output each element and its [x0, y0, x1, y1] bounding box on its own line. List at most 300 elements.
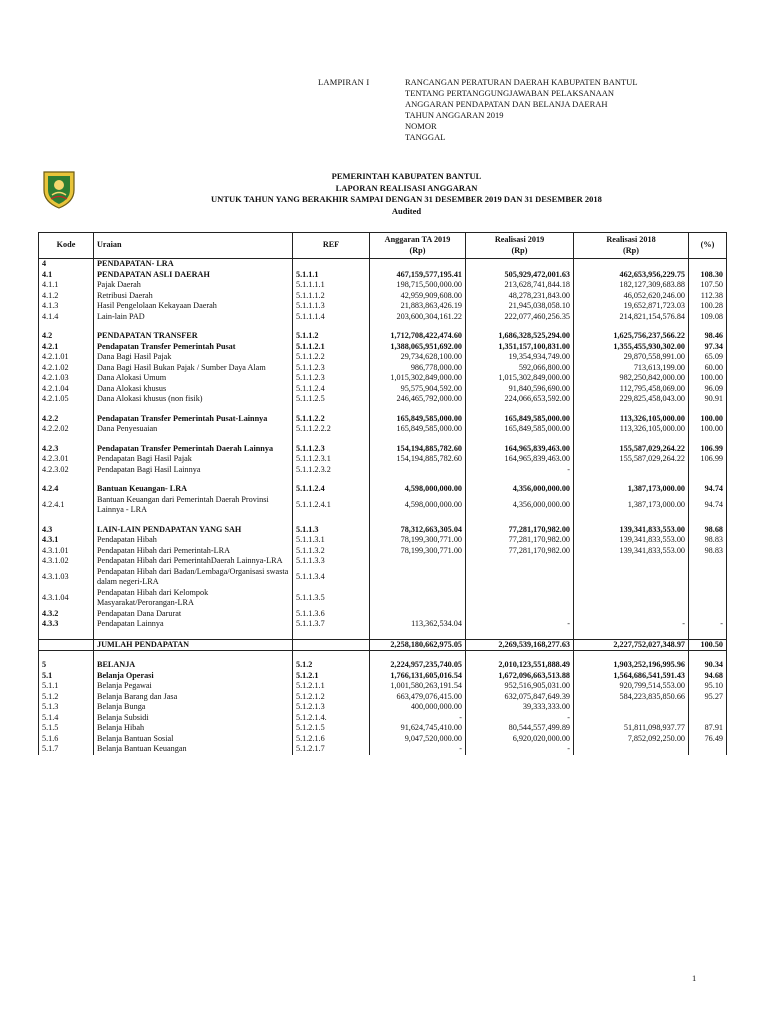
cell-anggaran: 400,000,000.00	[370, 702, 466, 713]
table-row	[39, 639, 727, 651]
col-uraian	[94, 233, 293, 259]
cell-realisasi-2018: 51,811,098,937.77	[574, 723, 689, 734]
cell-uraian: PENDAPATAN TRANSFER	[94, 331, 293, 342]
cell-kode: 4.2.4.1	[39, 495, 94, 516]
cell-realisasi-2018: 982,250,842,000.00	[574, 373, 689, 384]
cell-kode: 4.3.3	[39, 619, 94, 630]
cell-realisasi-2019: -	[466, 713, 574, 724]
cell-kode	[39, 516, 94, 525]
cell-ref: 5.1.1.3.2	[293, 546, 370, 557]
cell-uraian: Pendapatan Hibah	[94, 535, 293, 546]
cell-realisasi-2019: 952,516,905,031.00	[466, 681, 574, 692]
cell-anggaran: 154,194,885,782.60	[370, 444, 466, 455]
table-row	[39, 444, 727, 455]
regulation-line: TAHUN ANGGARAN 2019	[405, 110, 504, 120]
cell-percent: 94.74	[689, 495, 727, 516]
cell-kode: 4.3.1.02	[39, 556, 94, 567]
cell-percent	[689, 588, 727, 609]
cell-percent: 100.00	[689, 414, 727, 425]
table-row	[39, 723, 727, 734]
cell-anggaran: 663,479,076,415.00	[370, 692, 466, 703]
table-row	[39, 660, 727, 671]
cell-kode: 5.1.7	[39, 744, 94, 755]
table-row	[39, 280, 727, 291]
cell-realisasi-2018: 113,326,105,000.00	[574, 414, 689, 425]
cell-percent: 90.91	[689, 394, 727, 405]
table-row	[39, 651, 727, 661]
cell-kode: 4.2.3	[39, 444, 94, 455]
cell-percent: 97.34	[689, 342, 727, 353]
cell-kode: 4.2.1	[39, 342, 94, 353]
cell-uraian: Lain-lain PAD	[94, 312, 293, 323]
cell-kode: 4.1.2	[39, 291, 94, 302]
table-row	[39, 414, 727, 425]
cell-ref: 5.1.1.3.3	[293, 556, 370, 567]
regulation-block	[405, 77, 638, 143]
table-row	[39, 495, 727, 516]
cell-realisasi-2018	[574, 556, 689, 567]
cell-realisasi-2018	[574, 630, 689, 640]
cell-percent: 95.10	[689, 681, 727, 692]
cell-anggaran	[370, 588, 466, 609]
table-row	[39, 352, 727, 363]
table-row	[39, 291, 727, 302]
cell-anggaran: 246,465,792,000.00	[370, 394, 466, 405]
cell-anggaran: 1,712,708,422,474.60	[370, 331, 466, 342]
table-row	[39, 744, 727, 755]
table-row	[39, 681, 727, 692]
cell-kode: 4.3.1	[39, 535, 94, 546]
cell-realisasi-2019: 1,686,328,525,294.00	[466, 331, 574, 342]
lampiran-label: LAMPIRAN I	[318, 77, 370, 87]
cell-percent: 87.91	[689, 723, 727, 734]
table-row	[39, 384, 727, 395]
cell-realisasi-2019: 1,015,302,849,000.00	[466, 373, 574, 384]
cell-realisasi-2018	[574, 702, 689, 713]
cell-realisasi-2018: 214,821,154,576.84	[574, 312, 689, 323]
cell-realisasi-2018	[574, 465, 689, 476]
cell-uraian: Dana Bagi Hasil Pajak	[94, 352, 293, 363]
cell-ref: 5.1.1.2.2	[293, 352, 370, 363]
cell-anggaran: 1,001,580,263,191.54	[370, 681, 466, 692]
cell-realisasi-2019	[466, 609, 574, 620]
cell-ref: 5.1.1.3.4	[293, 567, 370, 588]
cell-uraian: Belanja Bunga	[94, 702, 293, 713]
cell-kode: 4.1.1	[39, 280, 94, 291]
table-row	[39, 702, 727, 713]
cell-realisasi-2019	[466, 588, 574, 609]
cell-uraian: Belanja Pegawai	[94, 681, 293, 692]
cell-ref: 5.1.2.1.4.	[293, 713, 370, 724]
table-row	[39, 465, 727, 476]
cell-kode: 4.2.1.03	[39, 373, 94, 384]
table-row	[39, 734, 727, 745]
cell-percent: 65.09	[689, 352, 727, 363]
cell-ref: 5.1.2	[293, 660, 370, 671]
cell-uraian: Dana Alokasi Umum	[94, 373, 293, 384]
cell-ref: 5.1.1.2.3.2	[293, 465, 370, 476]
cell-ref: 5.1.2.1.2	[293, 692, 370, 703]
cell-percent	[689, 567, 727, 588]
cell-uraian: Pendapatan Hibah dari Kelompok Masyarakat/Perorangan-LRA	[94, 588, 293, 609]
cell-realisasi-2019: 91,840,596,690.00	[466, 384, 574, 395]
cell-ref: 5.1.2.1.7	[293, 744, 370, 755]
cell-anggaran: 165,849,585,000.00	[370, 414, 466, 425]
table-row	[39, 692, 727, 703]
cell-anggaran	[370, 405, 466, 414]
cell-kode: 4.2	[39, 331, 94, 342]
table-row	[39, 424, 727, 435]
cell-anggaran: 203,600,304,161.22	[370, 312, 466, 323]
cell-ref: 5.1.2.1.1	[293, 681, 370, 692]
cell-anggaran: 165,849,585,000.00	[370, 424, 466, 435]
cell-anggaran: -	[370, 713, 466, 724]
col-ref: REF	[293, 233, 370, 259]
cell-realisasi-2019: 1,672,096,663,513.88	[466, 671, 574, 682]
cell-realisasi-2018: 920,799,514,553.00	[574, 681, 689, 692]
cell-anggaran: 2,258,180,662,975.05	[370, 639, 466, 651]
cell-percent: 107.50	[689, 280, 727, 291]
cell-realisasi-2018	[574, 259, 689, 270]
regulation-line: NOMOR	[405, 121, 437, 131]
cell-uraian	[94, 475, 293, 484]
table-row	[39, 630, 727, 640]
cell-percent: 76.49	[689, 734, 727, 745]
col-realisasi-2019-label: Realisasi 2019	[494, 235, 545, 244]
cell-percent	[689, 556, 727, 567]
table-row	[39, 394, 727, 405]
cell-ref	[293, 435, 370, 444]
cell-realisasi-2019: 39,333,333.00	[466, 702, 574, 713]
cell-uraian	[94, 630, 293, 640]
cell-kode: 4.2.2.02	[39, 424, 94, 435]
cell-uraian: Pendapatan Transfer Pemerintah Pusat	[94, 342, 293, 353]
cell-realisasi-2018	[574, 475, 689, 484]
cell-realisasi-2018: 584,223,835,850.66	[574, 692, 689, 703]
cell-uraian: Pendapatan Lainnya	[94, 619, 293, 630]
cell-uraian: Retribusi Daerah	[94, 291, 293, 302]
cell-realisasi-2018: 46,052,620,246.00	[574, 291, 689, 302]
cell-realisasi-2019: 77,281,170,982.00	[466, 525, 574, 536]
cell-anggaran	[370, 475, 466, 484]
cell-realisasi-2018: 7,852,092,250.00	[574, 734, 689, 745]
cell-uraian	[94, 435, 293, 444]
heading-audited: Audited	[391, 205, 422, 216]
cell-ref: 5.1.1.2.3	[293, 444, 370, 455]
cell-anggaran	[370, 609, 466, 620]
cell-uraian: Dana Alokasi khusus (non fisik)	[94, 394, 293, 405]
cell-realisasi-2018: 713,613,199.00	[574, 363, 689, 374]
cell-anggaran: 113,362,534.04	[370, 619, 466, 630]
cell-anggaran: 198,715,500,000.00	[370, 280, 466, 291]
cell-anggaran: 78,199,300,771.00	[370, 535, 466, 546]
cell-realisasi-2019: 4,356,000,000.00	[466, 484, 574, 495]
cell-ref: 5.1.2.1.3	[293, 702, 370, 713]
cell-ref: 5.1.2.1.5	[293, 723, 370, 734]
cell-uraian: Dana Bagi Hasil Bukan Pajak / Sumber Daya Alam	[94, 363, 293, 374]
cell-ref: 5.1.1.2	[293, 331, 370, 342]
table-row	[39, 588, 727, 609]
cell-realisasi-2019: -	[466, 465, 574, 476]
cell-realisasi-2018	[574, 405, 689, 414]
cell-kode	[39, 435, 94, 444]
cell-realisasi-2019: 1,351,157,100,831.00	[466, 342, 574, 353]
cell-percent: 95.27	[689, 692, 727, 703]
cell-anggaran: 91,624,745,410.00	[370, 723, 466, 734]
cell-kode: 5.1.4	[39, 713, 94, 724]
cell-percent: 100.50	[689, 639, 727, 651]
cell-ref: 5.1.1.2.2.2	[293, 424, 370, 435]
table-row	[39, 619, 727, 630]
cell-anggaran	[370, 567, 466, 588]
cell-kode: 4.1.3	[39, 301, 94, 312]
cell-uraian: Bantuan Keuangan dari Pemerintah Daerah Provinsi Lainnya - LRA	[94, 495, 293, 516]
col-anggaran-label: Anggaran TA 2019	[384, 235, 451, 244]
cell-ref	[293, 259, 370, 270]
cell-realisasi-2019	[466, 405, 574, 414]
cell-anggaran: 467,159,577,195.41	[370, 270, 466, 281]
cell-ref: 5.1.1.2.3.1	[293, 454, 370, 465]
cell-percent	[689, 405, 727, 414]
cell-percent: 112.38	[689, 291, 727, 302]
cell-uraian: Belanja Subsidi	[94, 713, 293, 724]
cell-percent: 98.83	[689, 546, 727, 557]
cell-uraian: Bantuan Keuangan- LRA	[94, 484, 293, 495]
cell-kode: 4.2.2	[39, 414, 94, 425]
table-row	[39, 322, 727, 331]
cell-percent: 98.83	[689, 535, 727, 546]
cell-realisasi-2018: 19,652,871,723.03	[574, 301, 689, 312]
cell-ref	[293, 630, 370, 640]
cell-uraian: Pendapatan Hibah dari Badan/Lembaga/Organisasi swasta dalam negeri-LRA	[94, 567, 293, 588]
cell-uraian: Belanja Bantuan Keuangan	[94, 744, 293, 755]
cell-anggaran: 4,598,000,000.00	[370, 495, 466, 516]
cell-realisasi-2018: 1,903,252,196,995.96	[574, 660, 689, 671]
table-row	[39, 713, 727, 724]
cell-percent	[689, 702, 727, 713]
cell-realisasi-2019: 505,929,472,001.63	[466, 270, 574, 281]
cell-percent: 100.00	[689, 424, 727, 435]
table-body	[39, 259, 727, 755]
cell-realisasi-2019: 80,544,557,499.89	[466, 723, 574, 734]
cell-uraian: JUMLAH PENDAPATAN	[94, 639, 293, 651]
cell-realisasi-2018: 1,564,686,541,591.43	[574, 671, 689, 682]
cell-kode: 4.1.4	[39, 312, 94, 323]
cell-ref: 5.1.1.3.1	[293, 535, 370, 546]
cell-anggaran: 95,575,904,592.00	[370, 384, 466, 395]
cell-uraian: LAIN-LAIN PENDAPATAN YANG SAH	[94, 525, 293, 536]
cell-ref: 5.1.2.1.6	[293, 734, 370, 745]
cell-uraian: Pajak Daerah	[94, 280, 293, 291]
cell-percent	[689, 322, 727, 331]
regulation-line: RANCANGAN PERATURAN DAERAH KABUPATEN BANTUL	[405, 77, 638, 87]
cell-kode: 4.3.2	[39, 609, 94, 620]
cell-realisasi-2019	[466, 630, 574, 640]
cell-anggaran	[370, 630, 466, 640]
cell-percent: 108.30	[689, 270, 727, 281]
cell-ref: 5.1.1.1.3	[293, 301, 370, 312]
cell-realisasi-2019: 592,066,800.00	[466, 363, 574, 374]
cell-ref: 5.1.1.3.7	[293, 619, 370, 630]
table-row	[39, 435, 727, 444]
table-row	[39, 312, 727, 323]
cell-anggaran: 154,194,885,782.60	[370, 454, 466, 465]
cell-ref: 5.1.1.2.3	[293, 373, 370, 384]
table-row	[39, 373, 727, 384]
cell-anggaran: 1,388,065,951,692.00	[370, 342, 466, 353]
cell-realisasi-2018	[574, 713, 689, 724]
cell-realisasi-2018: 112,795,458,069.00	[574, 384, 689, 395]
cell-uraian	[94, 651, 293, 661]
cell-ref: 5.1.1.2.2	[293, 414, 370, 425]
cell-realisasi-2018: 155,587,029,264.22	[574, 454, 689, 465]
cell-uraian: Pendapatan Hibah dari Pemerintah-LRA	[94, 546, 293, 557]
budget-realization-table	[38, 232, 727, 755]
cell-realisasi-2019: 222,077,460,256.35	[466, 312, 574, 323]
table-row	[39, 535, 727, 546]
cell-anggaran	[370, 651, 466, 661]
report-heading	[0, 171, 768, 217]
cell-realisasi-2018: -	[574, 619, 689, 630]
cell-kode	[39, 322, 94, 331]
cell-percent: 96.09	[689, 384, 727, 395]
cell-ref: 5.1.1.2.4.1	[293, 495, 370, 516]
cell-kode: 4.3.1.03	[39, 567, 94, 588]
cell-realisasi-2018: 29,870,558,991.00	[574, 352, 689, 363]
cell-anggaran	[370, 322, 466, 331]
cell-kode: 5.1.1	[39, 681, 94, 692]
cell-kode: 4.2.1.02	[39, 363, 94, 374]
cell-realisasi-2018	[574, 588, 689, 609]
cell-realisasi-2018: 1,387,173,000.00	[574, 495, 689, 516]
cell-realisasi-2018: 2,227,752,027,348.97	[574, 639, 689, 651]
cell-ref: 5.1.1.1.1	[293, 280, 370, 291]
cell-kode: 4.3.1.04	[39, 588, 94, 609]
cell-percent: 98.46	[689, 331, 727, 342]
cell-percent	[689, 435, 727, 444]
cell-realisasi-2018	[574, 651, 689, 661]
cell-anggaran: 1,766,131,605,016.54	[370, 671, 466, 682]
cell-realisasi-2019: 4,356,000,000.00	[466, 495, 574, 516]
cell-kode: 4.2.1.04	[39, 384, 94, 395]
cell-realisasi-2018: 1,625,756,237,566.22	[574, 331, 689, 342]
cell-anggaran: 21,883,863,426.19	[370, 301, 466, 312]
table-row	[39, 516, 727, 525]
cell-uraian: Pendapatan Transfer Pemerintah Pusat-Lainnya	[94, 414, 293, 425]
table-row	[39, 342, 727, 353]
regulation-line: TENTANG PERTANGGUNGJAWABAN PELAKSANAAN	[405, 88, 614, 98]
cell-uraian: Pendapatan Dana Darurat	[94, 609, 293, 620]
cell-realisasi-2019	[466, 516, 574, 525]
cell-uraian: Belanja Bantuan Sosial	[94, 734, 293, 745]
cell-percent	[689, 465, 727, 476]
cell-uraian: BELANJA	[94, 660, 293, 671]
cell-ref: 5.1.2.1	[293, 671, 370, 682]
cell-kode: 5.1.2	[39, 692, 94, 703]
cell-realisasi-2018	[574, 567, 689, 588]
cell-kode: 5.1.3	[39, 702, 94, 713]
cell-anggaran: 29,734,628,100.00	[370, 352, 466, 363]
cell-kode	[39, 651, 94, 661]
cell-percent: 94.74	[689, 484, 727, 495]
col-realisasi-2018-label: Realisasi 2018	[606, 235, 656, 244]
cell-ref	[293, 405, 370, 414]
heading-period: UNTUK TAHUN YANG BERAKHIR SAMPAI DENGAN 31 DESEMBER 2019 DAN 31 DESEMBER 2018	[211, 194, 602, 204]
cell-kode: 4.3	[39, 525, 94, 536]
cell-realisasi-2019: 165,849,585,000.00	[466, 414, 574, 425]
cell-realisasi-2018	[574, 435, 689, 444]
col-anggaran	[370, 233, 466, 259]
cell-percent	[689, 475, 727, 484]
cell-percent: 109.08	[689, 312, 727, 323]
cell-percent	[689, 259, 727, 270]
table-row	[39, 454, 727, 465]
heading-gov: PEMERINTAH KABUPATEN BANTUL	[331, 171, 482, 181]
col-realisasi-2019-unit: (Rp)	[511, 245, 528, 255]
cell-realisasi-2019	[466, 322, 574, 331]
cell-anggaran: 4,598,000,000.00	[370, 484, 466, 495]
cell-uraian	[94, 405, 293, 414]
cell-anggaran	[370, 259, 466, 270]
cell-anggaran: 2,224,957,235,740.05	[370, 660, 466, 671]
cell-anggaran: -	[370, 744, 466, 755]
cell-percent: 60.00	[689, 363, 727, 374]
cell-realisasi-2019: 164,965,839,463.00	[466, 444, 574, 455]
cell-kode	[39, 475, 94, 484]
cell-kode: 4.2.1.05	[39, 394, 94, 405]
cell-percent: 100.28	[689, 301, 727, 312]
cell-percent	[689, 744, 727, 755]
cell-kode: 4.1	[39, 270, 94, 281]
cell-percent	[689, 516, 727, 525]
cell-realisasi-2019: 165,849,585,000.00	[466, 424, 574, 435]
cell-realisasi-2019: 21,945,038,058.10	[466, 301, 574, 312]
cell-uraian	[94, 322, 293, 331]
cell-anggaran: 9,047,520,000.00	[370, 734, 466, 745]
cell-uraian: Dana Penyesuaian	[94, 424, 293, 435]
cell-realisasi-2019: 632,075,847,649.39	[466, 692, 574, 703]
cell-percent: 106.99	[689, 444, 727, 455]
cell-realisasi-2018: 182,127,309,683.88	[574, 280, 689, 291]
table-row	[39, 405, 727, 414]
cell-ref	[293, 639, 370, 651]
cell-kode: 4.2.4	[39, 484, 94, 495]
cell-realisasi-2018: 462,653,956,229.75	[574, 270, 689, 281]
cell-realisasi-2019: -	[466, 619, 574, 630]
cell-uraian: Pendapatan Transfer Pemerintah Daerah Lainnya	[94, 444, 293, 455]
cell-kode: 4.2.1.01	[39, 352, 94, 363]
regulation-line: ANGGARAN PENDAPATAN DAN BELANJA DAERAH	[405, 99, 608, 109]
cell-percent: -	[689, 619, 727, 630]
table-row	[39, 671, 727, 682]
cell-uraian: Dana Alokasi khusus	[94, 384, 293, 395]
table-row	[39, 270, 727, 281]
cell-percent	[689, 630, 727, 640]
cell-percent	[689, 713, 727, 724]
cell-percent: 98.68	[689, 525, 727, 536]
cell-realisasi-2018: 155,587,029,264.22	[574, 444, 689, 455]
cell-realisasi-2019: 19,354,934,749.00	[466, 352, 574, 363]
cell-uraian: PENDAPATAN- LRA	[94, 259, 293, 270]
cell-ref: 5.1.1.2.4	[293, 384, 370, 395]
cell-realisasi-2018: 139,341,833,553.00	[574, 525, 689, 536]
cell-uraian: PENDAPATAN ASLI DAERAH	[94, 270, 293, 281]
cell-kode: 5.1.6	[39, 734, 94, 745]
cell-kode: 5.1.5	[39, 723, 94, 734]
cell-percent: 100.00	[689, 373, 727, 384]
col-percent: (%)	[689, 233, 727, 259]
cell-realisasi-2019: 6,920,020,000.00	[466, 734, 574, 745]
